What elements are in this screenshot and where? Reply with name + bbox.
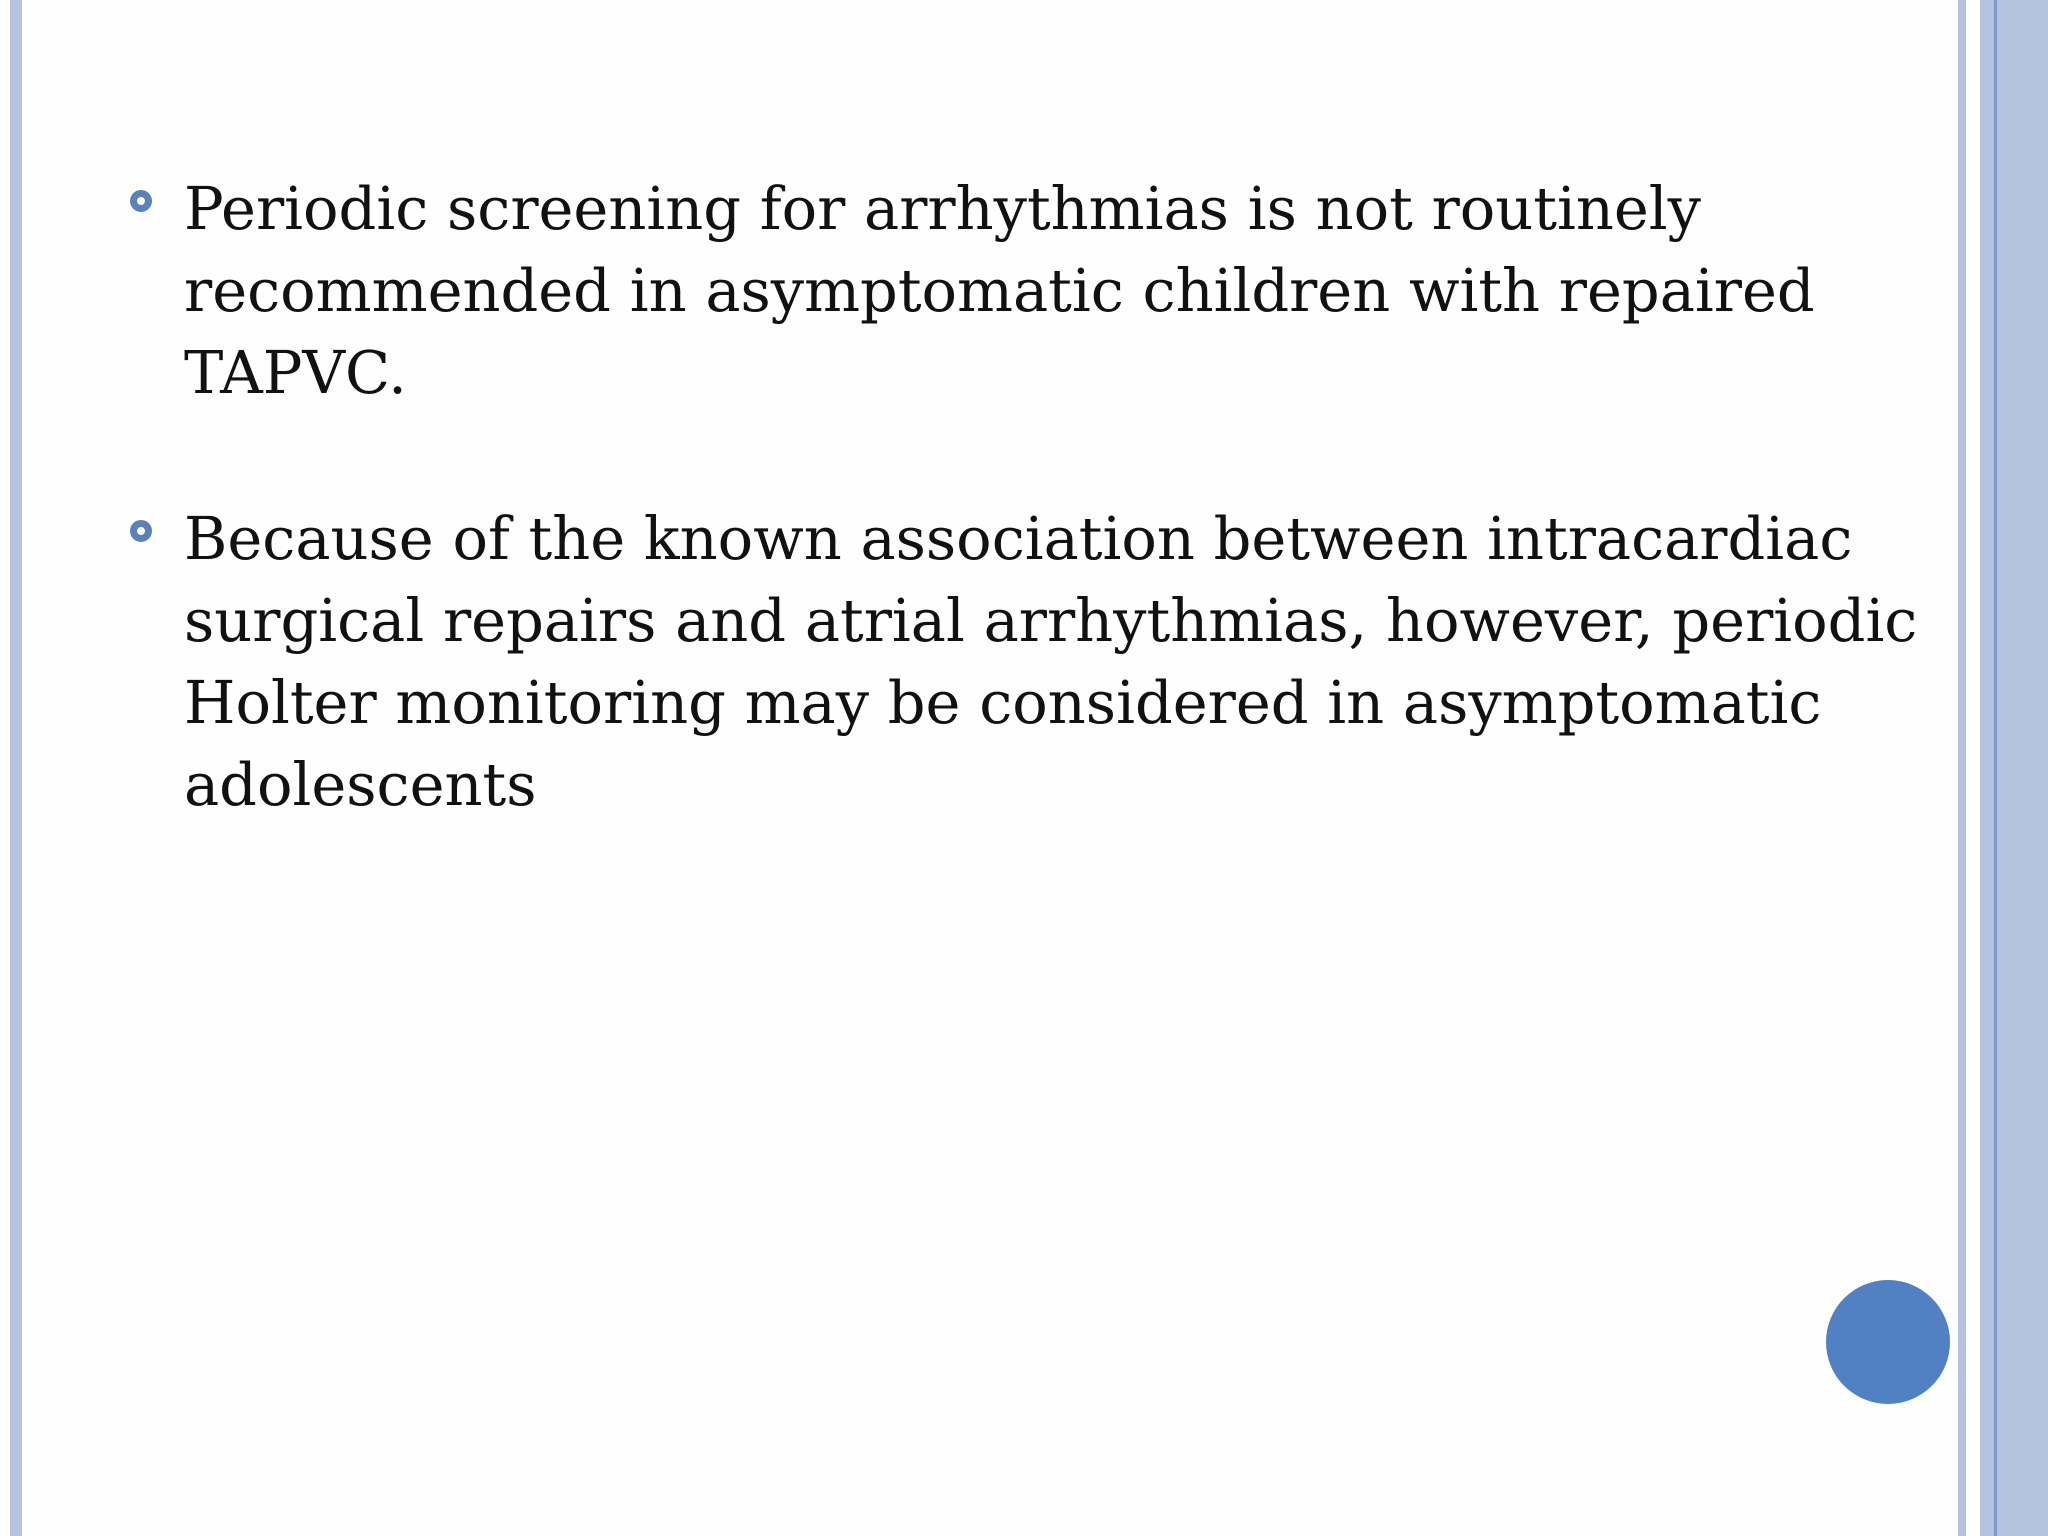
bullet-text: Periodic screening for arrhythmias is not routinely recommended in asymptomatic children with repaired TAPVC. — [184, 174, 1815, 407]
slide-content — [130, 168, 1950, 910]
right-border-band — [1997, 0, 2048, 1536]
ring-bullet-icon — [130, 190, 152, 212]
decorative-circle — [1826, 1280, 1950, 1404]
bullet-text: Because of the known association between intracardiac surgical repairs and atrial arrhythmias, however, periodic Holter monitoring may be considered in asymptomatic adolescents — [184, 504, 1918, 819]
bullet-item — [130, 168, 1950, 414]
right-border-stripe — [1980, 0, 1994, 1536]
left-border-bar — [10, 0, 22, 1536]
bullet-item — [130, 498, 1950, 826]
right-border-stripe — [1958, 0, 1966, 1536]
right-border-gap — [1966, 0, 1980, 1536]
ring-bullet-icon — [130, 520, 152, 542]
